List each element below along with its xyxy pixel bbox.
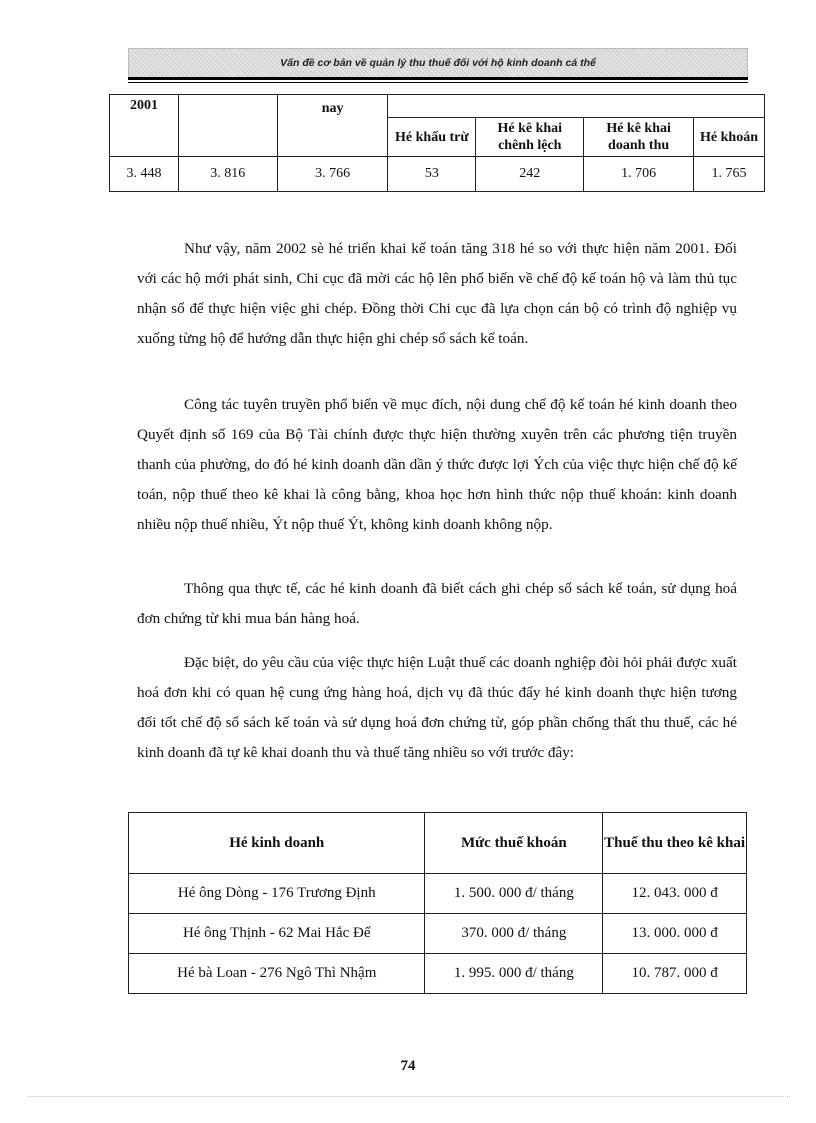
table-cell: 1. 995. 000 đ/ tháng bbox=[425, 954, 603, 994]
table-cell: 12. 043. 000 đ bbox=[603, 874, 747, 914]
table-row bbox=[129, 874, 747, 914]
table-cell: 3. 448 bbox=[110, 157, 179, 192]
header-thue-thu-ke-khai: Thuế thu theo kê khai bbox=[603, 813, 747, 874]
paragraph-4-text: Đặc biệt, do yêu cầu của việc thực hiện Luật thuế các doanh nghiệp đòi hỏi phải được xuất hoá đơn khi có quan hệ cung ứng hàng hoá, dịch vụ đã thúc đẩy hé kinh doanh thực hiện tương đối tốt chế độ sổ sách kế toán và sử dụng hoá đơn chứng từ, góp phần chống thất thu thuế, các hé kinh doanh đã tự kê khai doanh thu và thuế tăng nhiều so với trước đây: bbox=[137, 654, 737, 761]
table-row bbox=[129, 954, 747, 994]
table-cell: Hé bà Loan - 276 Ngô Thì Nhậm bbox=[129, 954, 425, 994]
paragraph-2-text: Công tác tuyên truyền phổ biến về mục đích, nội dung chế độ kế toán hé kinh doanh theo Quyết định số 169 của Bộ Tài chính được thực hiện thường xuyên trên các phương tiện truyền thanh của phường, do đó hé kinh doanh dần dần ý thức được lợi Ých của việc thực hiện chế độ kế toán, nộp thuế theo kê khai là công bằng, khoa học hơn hình thức nộp thuế khoán: kinh doanh nhiều nộp thuế nhiều, Ýt nộp thuế Ýt, không kinh doanh không nộp. bbox=[137, 396, 737, 533]
table-cell: 1. 765 bbox=[694, 157, 765, 192]
paragraph-2 bbox=[137, 390, 737, 540]
page-number: 74 bbox=[400, 1058, 416, 1074]
footer-divider bbox=[28, 1096, 790, 1097]
subheader-chenh-lech: Hé kê khai chênh lệch bbox=[476, 118, 584, 157]
paragraph-1 bbox=[137, 234, 737, 354]
table-cell: 242 bbox=[476, 157, 584, 192]
subheader-khoan: Hé khoán bbox=[694, 118, 765, 157]
table-header-row bbox=[129, 813, 747, 874]
table-cell: 1. 706 bbox=[584, 157, 694, 192]
header-muc-thue-khoan: Mức thuế khoán bbox=[425, 813, 603, 874]
table-cell: 1. 500. 000 đ/ tháng bbox=[425, 874, 603, 914]
header-title: Vấn đề cơ bản về quản lý thu thuế đối với hộ kinh doanh cá thể bbox=[280, 57, 596, 69]
table-cell: Hé ông Dòng - 176 Trương Định bbox=[129, 874, 425, 914]
empty-header-cell bbox=[178, 95, 277, 157]
header-rule-thin bbox=[128, 82, 748, 83]
paragraph-4 bbox=[137, 648, 737, 768]
paragraph-1-text: Như vậy, năm 2002 sè hé triển khai kế toán tăng 318 hé so với thực hiện năm 2001. Đối với các hộ mới phát sinh, Chi cục đã mời các hộ lên phổ biến về chế độ kế toán hộ và làm thủ tục nhận sổ để thực hiện việc ghi chép. Đồng thời Chi cục đã lựa chọn cán bộ có trình độ nghiệp vụ xuống từng hộ để hướng dẫn thực hiện ghi chép sổ sách kế toán. bbox=[137, 240, 737, 347]
table-cell: 10. 787. 000 đ bbox=[603, 954, 747, 994]
table-cell: 13. 000. 000 đ bbox=[603, 914, 747, 954]
page-header bbox=[128, 48, 748, 78]
table-row bbox=[129, 914, 747, 954]
table-cell: Hé ông Thịnh - 62 Mai Hắc Đế bbox=[129, 914, 425, 954]
nay-cell: nay bbox=[277, 95, 388, 157]
tax-comparison-table bbox=[128, 812, 747, 994]
household-count-table bbox=[109, 94, 765, 192]
year-cell: 2001 bbox=[110, 95, 179, 157]
group-header-cell bbox=[388, 95, 765, 118]
header-ho-kinh-doanh: Hé kinh doanh bbox=[129, 813, 425, 874]
table-cell: 3. 816 bbox=[178, 157, 277, 192]
paragraph-3-text: Thông qua thực tế, các hé kinh doanh đã biết cách ghi chép sổ sách kế toán, sử dụng hoá đơn chứng từ khi mua bán hàng hoá. bbox=[137, 580, 737, 627]
table-cell: 370. 000 đ/ tháng bbox=[425, 914, 603, 954]
subheader-doanh-thu: Hé kê khai doanh thu bbox=[584, 118, 694, 157]
table-row bbox=[110, 157, 765, 192]
paragraph-3 bbox=[137, 574, 737, 634]
table-cell: 3. 766 bbox=[277, 157, 388, 192]
header-rule-thick bbox=[128, 77, 748, 80]
table-cell: 53 bbox=[388, 157, 476, 192]
subheader-khau-tru: Hé khấu trừ bbox=[388, 118, 476, 157]
